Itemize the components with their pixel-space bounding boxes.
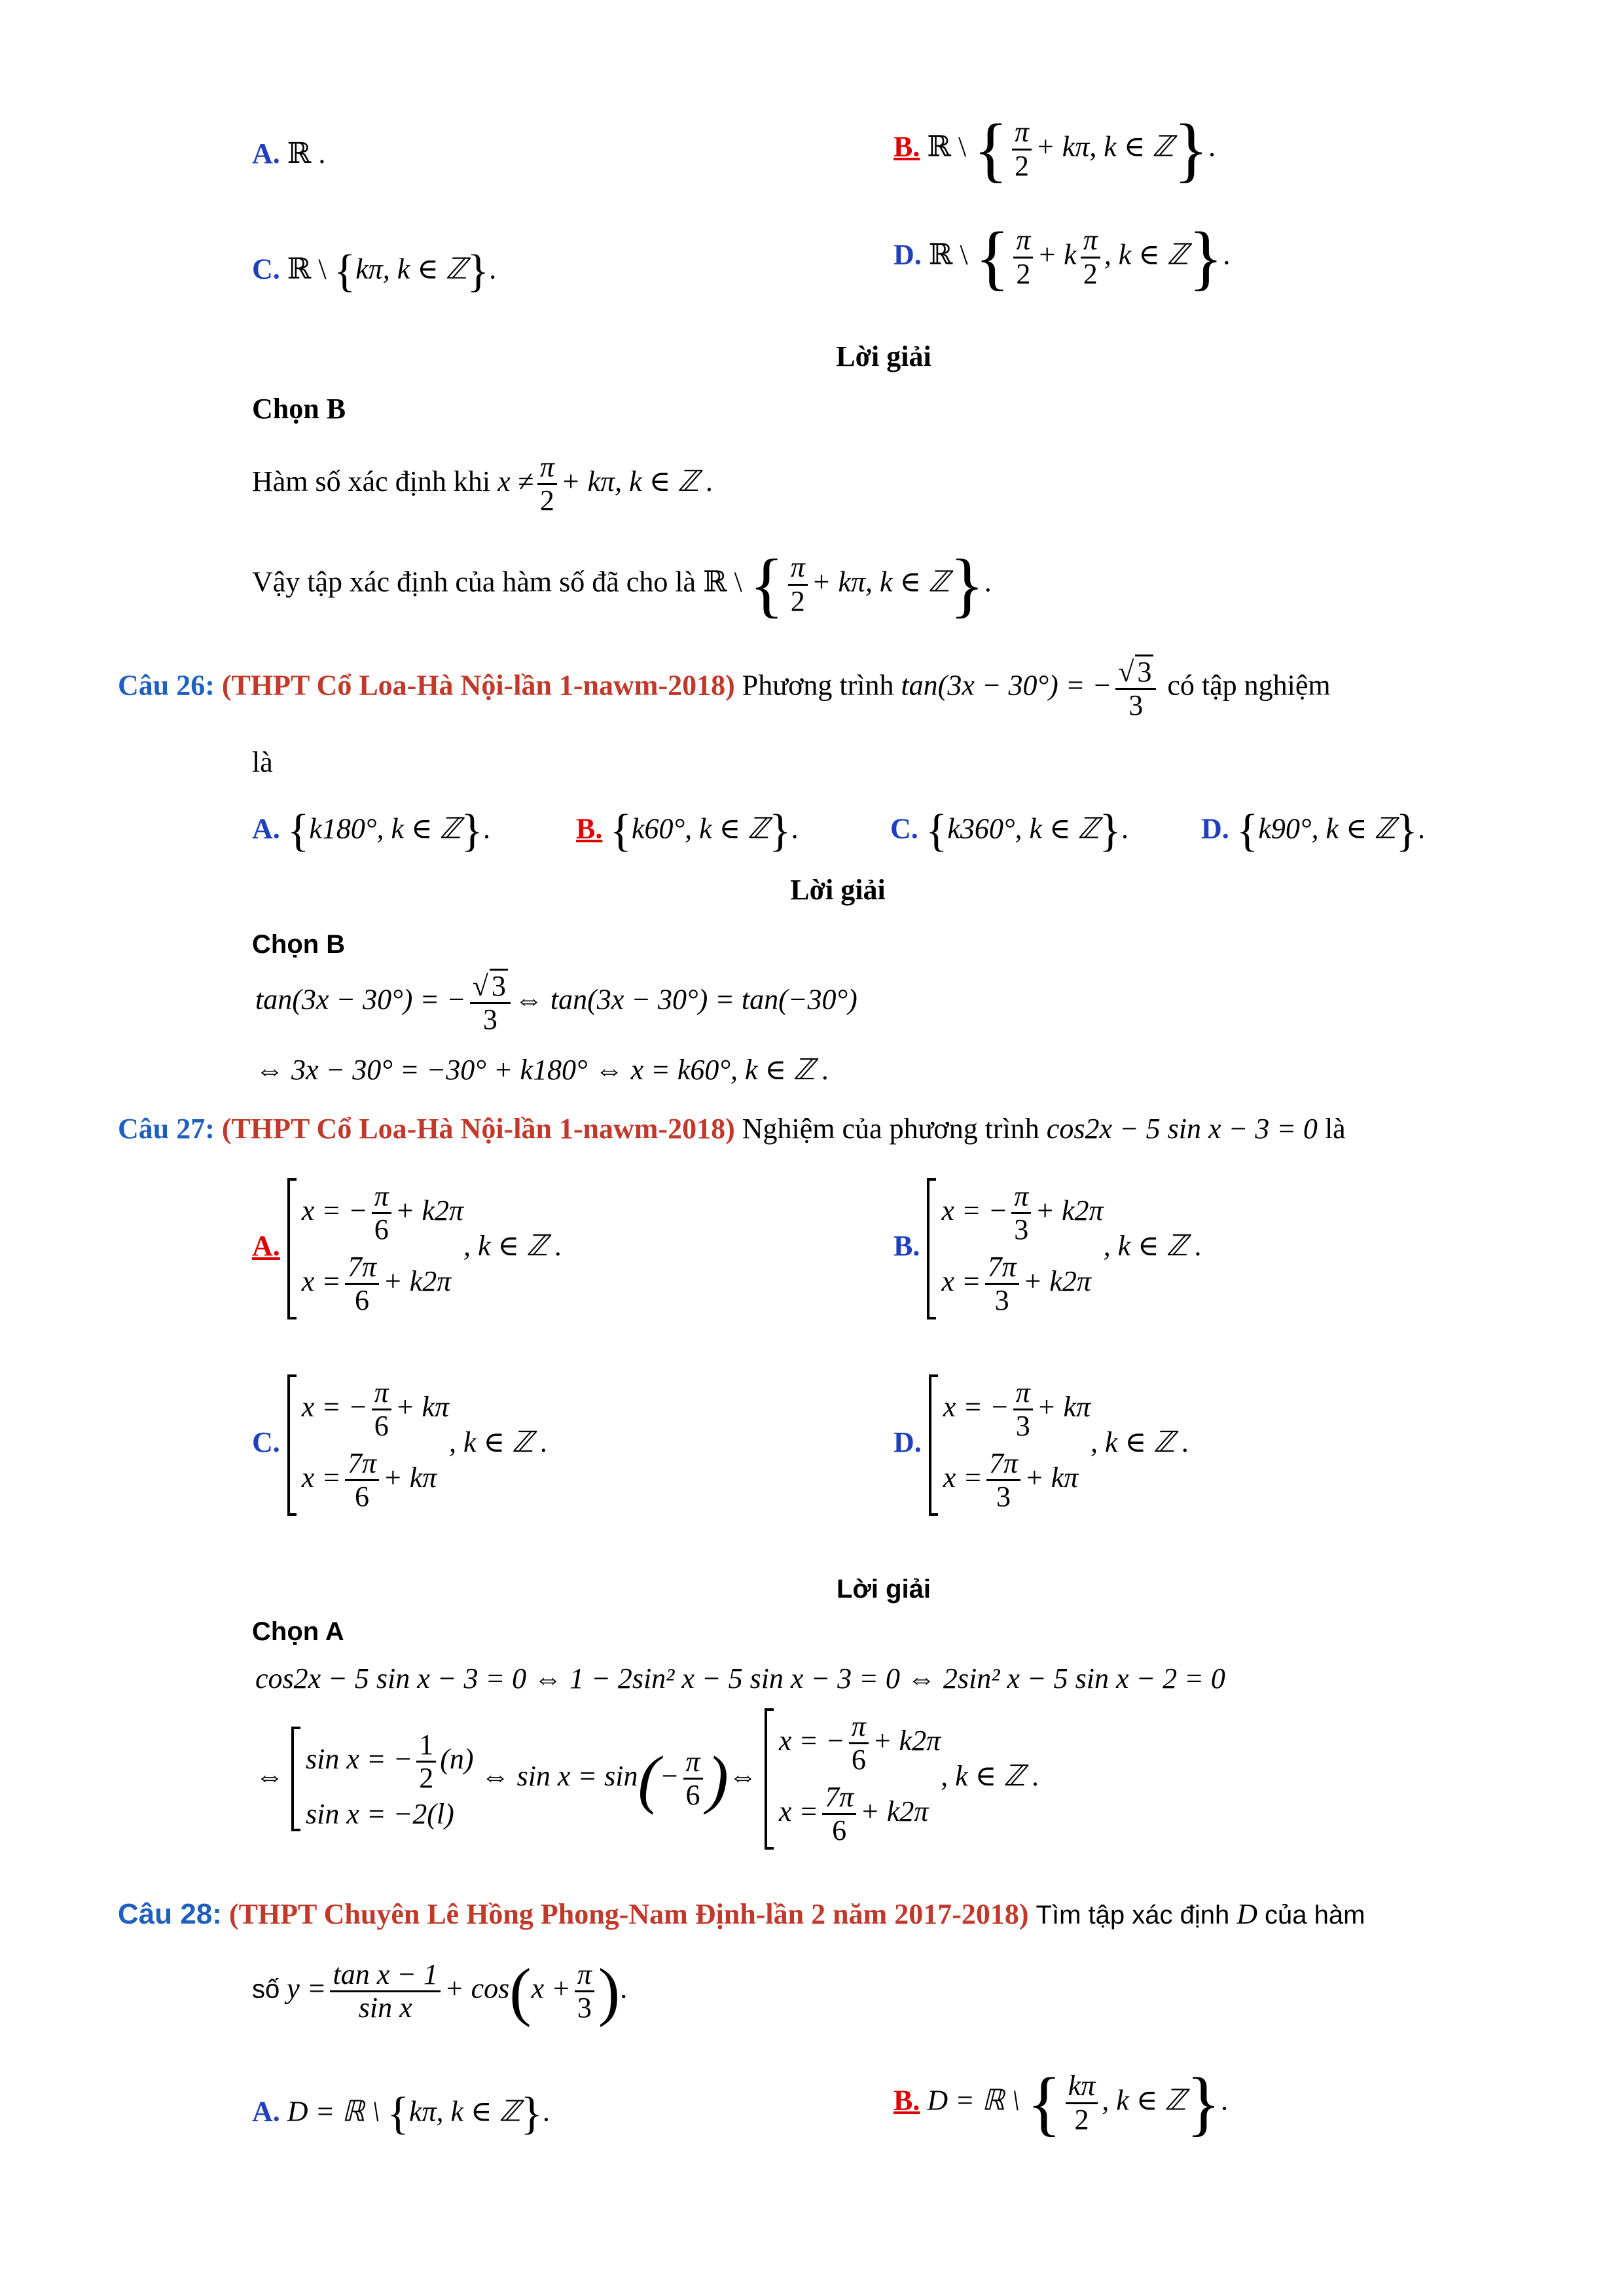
q26-stem: Câu 26: (THPT Cổ Loa-Hà Nội-lần 1-nawm-2018) Phương trình tan(3x − 30°) = − $\frac{√ 3}{3}$ có tập nghiệm bbox=[118, 656, 1331, 722]
fraction: $\frac{\pi}{2}$ bbox=[1081, 224, 1100, 290]
option-label: B. bbox=[893, 130, 920, 163]
q25-option-c[interactable]: C. ℝ \ {kπ, k ∈ ℤ}. bbox=[252, 246, 497, 296]
option-math: ℝ bbox=[287, 137, 312, 170]
q26-solution-line-1: tan(3x − 30°) = − $\frac{√ 3}{3}$ ⇔ tan(3x − 30°) = tan(−30°) bbox=[255, 970, 857, 1036]
bracket-system: x = − $\frac{\pi}{6}$ + k2π x = $\frac{7\pi}{6}$ + k2π bbox=[765, 1708, 941, 1850]
q27-solution-heading: Lời giải bbox=[836, 1575, 931, 1604]
q25-option-b[interactable]: B. ℝ \ { $\frac{\pi}{2}$ + kπ, k ∈ ℤ}. bbox=[893, 109, 1216, 189]
q28-option-a[interactable]: A. D = ℝ \ {kπ, k ∈ ℤ}. bbox=[252, 2089, 550, 2139]
bracket-system: x = − $\frac{\pi}{3}$ + kπ x = $\frac{7\pi}{3}$ + kπ bbox=[929, 1374, 1091, 1516]
question-source: (THPT Cổ Loa-Hà Nội-lần 1-nawm-2018) bbox=[221, 669, 735, 702]
q27-chosen: Chọn A bbox=[252, 1617, 344, 1646]
option-label: B. bbox=[893, 1229, 920, 1262]
set-symbol: ℝ bbox=[287, 253, 312, 285]
question-source: (THPT Cổ Loa-Hà Nội-lần 1-nawm-2018) bbox=[221, 1113, 735, 1145]
option-label: A. bbox=[252, 137, 280, 170]
option-label: C. bbox=[252, 253, 280, 285]
q27-option-b[interactable]: B. x = − $\frac{\pi}{3}$ + k2π x = $\frac{7\pi}{3}$ + k2π , k ∈ ℤ . bbox=[893, 1178, 1202, 1319]
q28-option-b[interactable]: B. D = ℝ \ { $\frac{k\pi}{2}$ , k ∈ ℤ}. bbox=[893, 2063, 1228, 2143]
fraction: $\frac{k\pi}{2}$ bbox=[1066, 2070, 1098, 2136]
q25-solution-line-2: Vậy tập xác định của hàm số đã cho là ℝ \ { $\frac{\pi}{2}$ + kπ, k ∈ ℤ}. bbox=[252, 545, 992, 624]
q26-option-d[interactable]: D. {k90°, k ∈ ℤ}. bbox=[1201, 806, 1425, 856]
question-number: Câu 27: bbox=[118, 1113, 215, 1145]
q27-solution-line-2: ⇔ sin x = − $\frac{1}{2}$ (n) sin x = −2(l) ⇔ sin x = sin(− $\frac{\pi}{6}$ )⇔ x = − $\frac{\pi}{6}$ + k2π x = $\frac{7\pi}{6}$ + k2π , k ∈ ℤ . bbox=[255, 1708, 1039, 1850]
option-label: C. bbox=[890, 812, 918, 845]
question-source: (THPT Chuyên Lê Hồng Phong-Nam Định-lần 2 năm 2017-2018) bbox=[228, 1898, 1029, 1930]
q26-option-a[interactable]: A. {k180°, k ∈ ℤ}. bbox=[252, 806, 490, 856]
q25-chosen: Chọn B bbox=[252, 393, 346, 425]
option-label: B. bbox=[576, 812, 603, 845]
option-label: D. bbox=[893, 238, 922, 271]
left-brace: { bbox=[973, 109, 1008, 189]
fraction: $\frac{√ 3}{3}$ bbox=[1115, 655, 1156, 722]
fraction: $\frac{\pi}{2}$ bbox=[1013, 224, 1033, 290]
bracket-system: x = − $\frac{\pi}{6}$ + k2π x = $\frac{7\pi}{6}$ + k2π bbox=[287, 1178, 463, 1319]
bracket-system: x = − $\frac{\pi}{6}$ + kπ x = $\frac{7\pi}{6}$ + kπ bbox=[287, 1374, 449, 1516]
q27-option-a[interactable]: A. x = − $\frac{\pi}{6}$ + k2π x = $\frac{7\pi}{6}$ + k2π , k ∈ ℤ . bbox=[252, 1178, 562, 1319]
fraction: $\frac{√ 3}{3}$ bbox=[470, 969, 511, 1036]
q27-option-c[interactable]: C. x = − $\frac{\pi}{6}$ + kπ x = $\frac{7\pi}{6}$ + kπ , k ∈ ℤ . bbox=[252, 1374, 548, 1516]
q26-stem-line-2: là bbox=[252, 746, 273, 778]
option-math: kπ, k ∈ ℤ bbox=[355, 253, 467, 285]
q26-solution-heading: Lời giải bbox=[790, 874, 886, 906]
option-label: C. bbox=[252, 1426, 280, 1458]
option-label: A. bbox=[252, 812, 280, 845]
fraction: $\frac{\pi}{2}$ bbox=[1012, 117, 1032, 182]
q26-option-c[interactable]: C. {k360°, k ∈ ℤ}. bbox=[890, 806, 1128, 856]
q26-chosen: Chọn B bbox=[252, 930, 346, 959]
option-label: B. bbox=[893, 2084, 920, 2117]
question-number: Câu 28: bbox=[118, 1898, 222, 1930]
fraction: $\frac{\pi}{2}$ bbox=[537, 452, 557, 517]
q27-option-d[interactable]: D. x = − $\frac{\pi}{3}$ + kπ x = $\frac{7\pi}{3}$ + kπ , k ∈ ℤ . bbox=[893, 1374, 1189, 1516]
q28-stem-line-2: số y = $\frac{\text{tan x − 1}}{\text{sin x}}$ + cos(x + $\frac{\pi}{3}$ ). bbox=[252, 1955, 628, 2028]
bracket-system: sin x = − $\frac{1}{2}$ (n) sin x = −2(l) bbox=[291, 1727, 474, 1831]
set-symbol: ℝ bbox=[928, 238, 953, 271]
option-label: D. bbox=[1201, 812, 1229, 845]
bracket-system: x = − $\frac{\pi}{3}$ + k2π x = $\frac{7\pi}{3}$ + k2π bbox=[927, 1178, 1103, 1319]
set-symbol: ℝ bbox=[927, 130, 951, 163]
q25-option-a[interactable]: A. ℝ . bbox=[252, 137, 326, 170]
q25-solution-line-1: Hàm số xác định khi x ≠ $\frac{\pi}{2}$ + kπ, k ∈ ℤ . bbox=[252, 451, 714, 517]
option-label: A. bbox=[252, 2095, 280, 2128]
question-number: Câu 26: bbox=[118, 669, 215, 702]
q28-stem: Câu 28: (THPT Chuyên Lê Hồng Phong-Nam Định-lần 2 năm 2017-2018) Tìm tập xác định D của hàm bbox=[118, 1898, 1365, 1930]
right-brace: } bbox=[1174, 109, 1208, 189]
fraction: $\frac{\text{tan x − 1}}{\text{sin x}}$ bbox=[330, 1959, 440, 2024]
option-math: + kπ, k ∈ ℤ bbox=[1036, 130, 1174, 163]
q26-option-b[interactable]: B. {k60°, k ∈ ℤ}. bbox=[576, 806, 799, 856]
q25-solution-heading: Lời giải bbox=[836, 340, 931, 372]
q26-solution-line-2: ⇔ 3x − 30° = −30° + k180° ⇔ x = k60°, k ∈ ℤ . bbox=[255, 1054, 829, 1086]
fraction: $\frac{\pi}{2}$ bbox=[788, 552, 808, 617]
q27-solution-line-1: cos2x − 5 sin x − 3 = 0 ⇔ 1 − 2sin² x − 5 sin x − 3 = 0 ⇔ 2sin² x − 5 sin x − 2 = 0 bbox=[255, 1662, 1225, 1695]
q27-stem: Câu 27: (THPT Cổ Loa-Hà Nội-lần 1-nawm-2018) Nghiệm của phương trình cos2x − 5 sin x − 3 = 0 là bbox=[118, 1113, 1346, 1145]
option-label: A. bbox=[252, 1229, 280, 1262]
q25-option-d[interactable]: D. ℝ \ { $\frac{\pi}{2}$ + k $\frac{\pi}{2}$ , k ∈ ℤ}. bbox=[893, 217, 1231, 297]
option-label: D. bbox=[893, 1426, 922, 1458]
